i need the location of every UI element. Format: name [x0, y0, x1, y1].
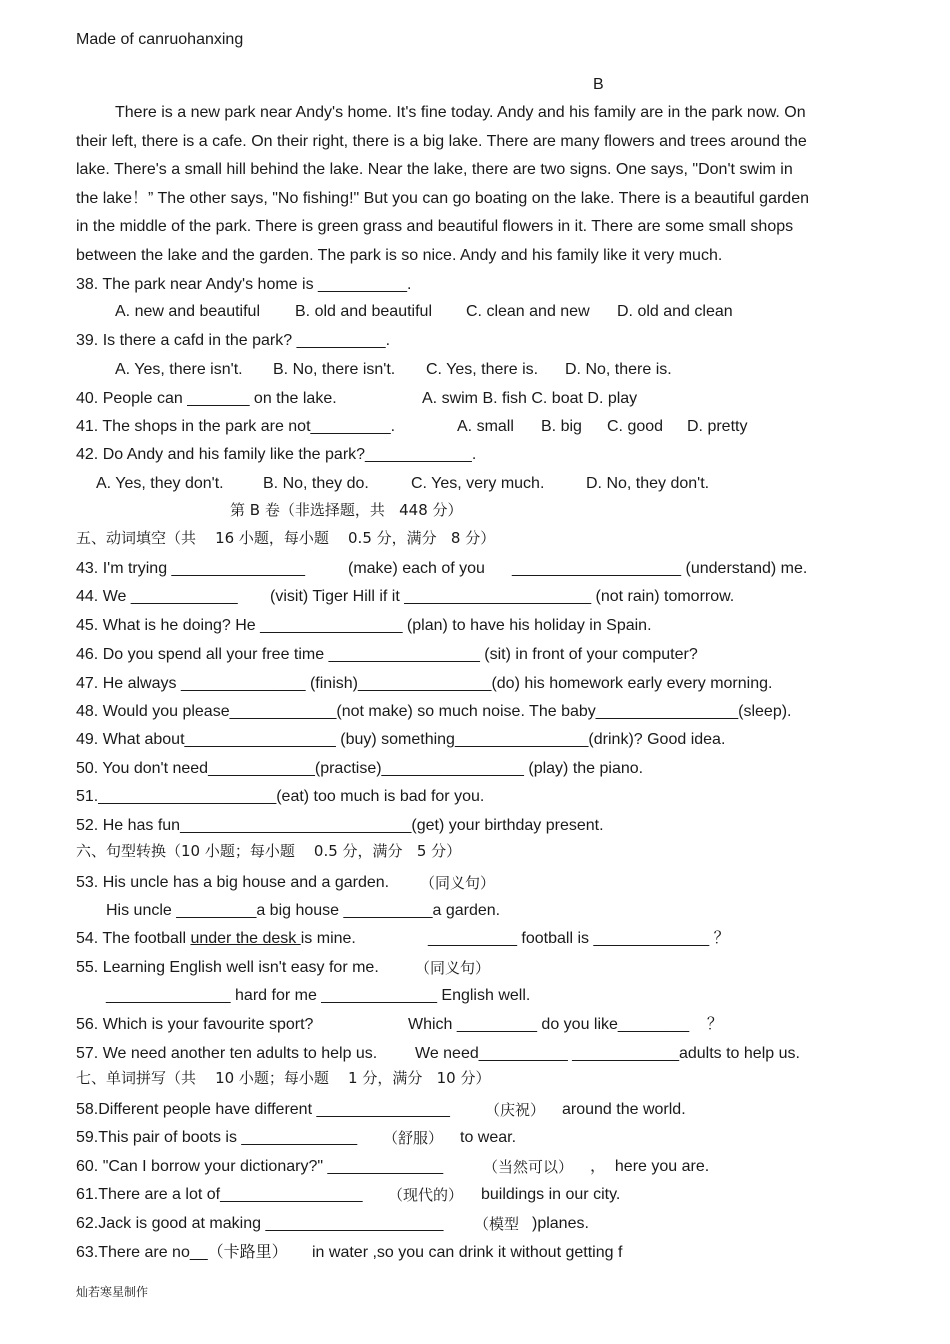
- section-heading: 六、句型转换（10 小题；每小题 0.5 分，满分 5 分）: [76, 842, 462, 860]
- question-53-answer: His uncle _________a big house __________a garden.: [106, 902, 501, 919]
- question-59: 59.This pair of boots is _____________: [76, 1129, 358, 1146]
- question-53-note: （同义句）: [420, 874, 496, 892]
- question-60-rest: ， here you are.: [590, 1158, 710, 1175]
- page-header: Made of canruohanxing: [76, 31, 244, 48]
- question-50: 50. You don't need____________(practise)________________ (play) the piano.: [76, 760, 644, 777]
- question-58-hint: （庆祝）: [485, 1101, 546, 1119]
- question-59-rest: to wear.: [460, 1129, 517, 1146]
- option-d: D. No, there is.: [565, 361, 672, 378]
- question-54: [76, 929, 356, 949]
- passage-line: between the lake and the garden. The park is so nice. Andy and his family like it very much.: [76, 247, 723, 264]
- question-62-rest: )planes.: [532, 1215, 589, 1232]
- question-46: 46. Do you spend all your free time _________________ (sit) in front of your computer?: [76, 646, 698, 663]
- option-d: D. pretty: [687, 418, 748, 435]
- section-heading: 五、动词填空（共 16 小题，每小题 0.5 分，满分 8 分）: [76, 529, 496, 547]
- question-52: 52. He has fun__________________________(get) your birthday present.: [76, 817, 604, 834]
- question-54-pre: 54. The football: [76, 930, 191, 947]
- question-61: 61.There are a lot of________________: [76, 1186, 363, 1203]
- option-d: D. No, they don't.: [586, 475, 710, 492]
- question-40: 40. People can _______ on the lake.: [76, 390, 337, 407]
- question-63: 63.There are no__（卡路里）: [76, 1244, 288, 1261]
- question-43-verb: (make) each of you: [348, 560, 485, 577]
- question-44: 44. We ____________: [76, 588, 238, 605]
- question-60: 60. "Can I borrow your dictionary?" _____________: [76, 1158, 444, 1175]
- section-letter: B: [593, 76, 604, 93]
- option-b: B. big: [541, 418, 582, 435]
- question-53: 53. His uncle has a big house and a garden.: [76, 874, 390, 891]
- question-61-hint: （现代的）: [388, 1186, 464, 1204]
- option-a: A. Yes, there isn't.: [115, 361, 243, 378]
- question-57: 57. We need another ten adults to help us.: [76, 1045, 378, 1062]
- option-c: C. clean and new: [466, 303, 590, 320]
- volume-b-title: 第 B 卷（非选择题，共 448 分）: [230, 501, 463, 519]
- passage-line: their left, there is a cafe. On their right, there is a big lake. There are many flowers and trees around the: [76, 133, 807, 150]
- option-b: B. No, there isn't.: [273, 361, 396, 378]
- option-d: D. old and clean: [617, 303, 733, 320]
- option-c: C. Yes, there is.: [426, 361, 539, 378]
- question-54-answer: __________ football is _____________ ？: [428, 930, 730, 947]
- passage-line: lake. There's a small hill behind the lake. Near the lake, there are two signs. One says, "Don't swim in: [76, 161, 793, 178]
- question-44-rest: (visit) Tiger Hill if it _____________________ (not rain) tomorrow.: [270, 588, 735, 605]
- page-footer: 灿若寒星制作: [76, 1285, 149, 1299]
- question-54-post: is mine.: [300, 930, 356, 947]
- question-60-hint: （当然可以）: [483, 1158, 574, 1176]
- question-38: 38. The park near Andy's home is __________.: [76, 276, 412, 293]
- question-59-hint: （舒服）: [383, 1129, 444, 1147]
- option-c: C. good: [607, 418, 664, 435]
- underlined-phrase: under the desk: [190, 930, 301, 947]
- question-55: 55. Learning English well isn't easy for me.: [76, 959, 379, 976]
- question-63-rest: in water ,so you can drink it without getting f: [312, 1244, 623, 1261]
- question-56-answer: Which _________ do you like________ ？: [408, 1016, 723, 1033]
- question-43: 43. I'm trying _______________: [76, 560, 306, 577]
- question-62-hint: （模型: [474, 1215, 524, 1233]
- question-40-options: A. swim B. fish C. boat D. play: [422, 390, 638, 407]
- section-heading: 七、单词拼写（共 10 小题；每小题 1 分，满分 10 分）: [76, 1069, 491, 1087]
- question-45: 45. What is he doing? He ________________ (plan) to have his holiday in Spain.: [76, 617, 652, 634]
- option-a: A. small: [457, 418, 514, 435]
- question-41: 41. The shops in the park are not_________.: [76, 418, 396, 435]
- question-42: 42. Do Andy and his family like the park?____________.: [76, 446, 477, 463]
- option-b: B. No, they do.: [263, 475, 369, 492]
- question-58: 58.Different people have different _______________: [76, 1101, 450, 1118]
- passage-line: in the middle of the park. There is green grass and beautiful flowers in it. There are some small shops: [76, 218, 794, 235]
- option-b: B. old and beautiful: [295, 303, 432, 320]
- question-48: 48. Would you please____________(not make) so much noise. The baby________________(sleep).: [76, 703, 792, 720]
- option-a: A. Yes, they don't.: [96, 475, 224, 492]
- question-47: 47. He always ______________ (finish)_______________(do) his homework early every morning.: [76, 675, 773, 692]
- question-49: 49. What about_________________ (buy) something_______________(drink)? Good idea.: [76, 731, 726, 748]
- question-39: 39. Is there a cafd in the park? __________.: [76, 332, 391, 349]
- question-56: 56. Which is your favourite sport?: [76, 1016, 314, 1033]
- passage-line: the lake！” The other says, "No fishing!" But you can go boating on the lake. There is a beautiful garden: [76, 190, 809, 207]
- option-a: A. new and beautiful: [115, 303, 260, 320]
- question-58-rest: around the world.: [562, 1101, 686, 1118]
- passage-line: There is a new park near Andy's home. It's fine today. Andy and his family are in the park now. On: [115, 104, 806, 121]
- option-c: C. Yes, very much.: [411, 475, 545, 492]
- question-55-answer: ______________ hard for me _____________ English well.: [106, 987, 531, 1004]
- question-43-rest: ___________________ (understand) me.: [512, 560, 808, 577]
- question-55-note: （同义句）: [415, 959, 491, 977]
- question-51: 51.____________________(eat) too much is bad for you.: [76, 788, 485, 805]
- question-57-answer: We need__________ ____________adults to help us.: [415, 1045, 800, 1062]
- question-61-rest: buildings in our city.: [481, 1186, 621, 1203]
- question-62: 62.Jack is good at making ____________________: [76, 1215, 444, 1232]
